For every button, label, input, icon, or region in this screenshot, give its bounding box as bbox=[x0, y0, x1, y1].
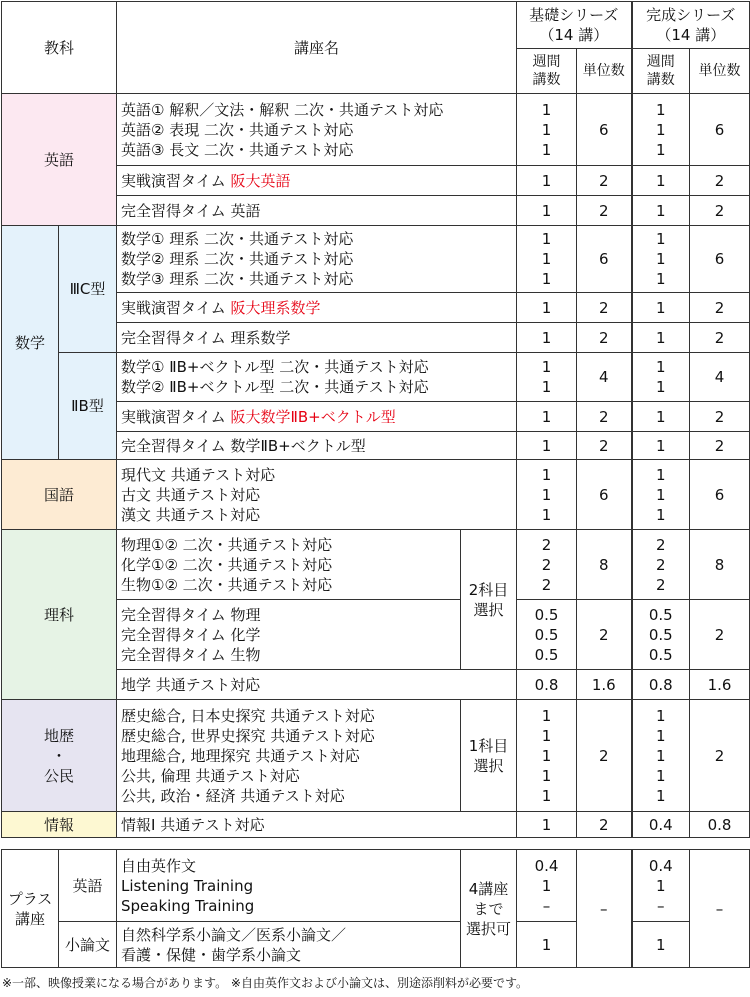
course-math-practice bbox=[117, 293, 517, 323]
course-science-main: 物理①② 二次・共通テスト対応 化学①② 二次・共通テスト対応 生物①② 二次・共通テスト対応 bbox=[117, 530, 461, 600]
complete-units: 2 bbox=[690, 323, 750, 353]
complete-weekly: 1 bbox=[632, 402, 690, 432]
complete-units: 6 bbox=[690, 226, 750, 293]
basic-units: – bbox=[577, 850, 632, 968]
highlight-text: 阪大数学ⅡB+ベクトル型 bbox=[230, 407, 396, 426]
course-plus-essay: 自然科学系小論文／医系小論文／ 看護・保健・歯学系小論文 bbox=[117, 922, 461, 968]
basic-units: 2 bbox=[577, 196, 632, 226]
basic-weekly: 0.5 0.5 0.5 bbox=[517, 600, 577, 670]
course-table bbox=[1, 1, 750, 838]
math-type-2b: ⅡB型 bbox=[59, 353, 117, 460]
plus-essay: 小論文 bbox=[59, 922, 117, 968]
course-english-practice bbox=[117, 166, 517, 196]
basic-weekly: 1 bbox=[517, 812, 577, 838]
course-prefix: 実戦演習タイム bbox=[121, 171, 231, 190]
header-complete-weekly: 週間 講数 bbox=[632, 49, 690, 94]
basic-units: 2 bbox=[577, 700, 632, 812]
complete-weekly: 1 1 1 bbox=[632, 94, 690, 166]
header-course-name: 講座名 bbox=[117, 2, 517, 94]
basic-units: 4 bbox=[577, 353, 632, 402]
complete-weekly: 1 bbox=[632, 922, 690, 968]
course-prefix: 実戦演習タイム bbox=[121, 407, 231, 426]
basic-units: 2 bbox=[577, 600, 632, 670]
complete-weekly: 0.4 bbox=[632, 812, 690, 838]
highlight-text: 阪大英語 bbox=[230, 171, 291, 190]
social-select-note: 1科目 選択 bbox=[461, 700, 517, 812]
basic-weekly: 2 2 2 bbox=[517, 530, 577, 600]
basic-units: 6 bbox=[577, 460, 632, 530]
complete-units: 6 bbox=[690, 460, 750, 530]
complete-weekly: 1 1 1 bbox=[632, 460, 690, 530]
course-earth-science: 地学 共通テスト対応 bbox=[117, 670, 517, 700]
complete-units: 2 bbox=[690, 432, 750, 460]
course-math-mastery: 完全習得タイム 理系数学 bbox=[117, 323, 517, 353]
complete-units: 2 bbox=[690, 402, 750, 432]
complete-units: 1.6 bbox=[690, 670, 750, 700]
header-series-basic: 基礎シリーズ （14 講） bbox=[517, 2, 632, 49]
basic-units: 2 bbox=[577, 293, 632, 323]
complete-units: 0.8 bbox=[690, 812, 750, 838]
header-basic-units: 単位数 bbox=[577, 49, 632, 94]
complete-units: 2 bbox=[690, 196, 750, 226]
basic-units: 8 bbox=[577, 530, 632, 600]
header-complete-units: 単位数 bbox=[690, 49, 750, 94]
course-math2b-practice bbox=[117, 402, 517, 432]
course-math-3c: 数学① 理系 二次・共通テスト対応 数学② 理系 二次・共通テスト対応 数学③ 理系 二次・共通テスト対応 bbox=[117, 226, 517, 293]
basic-weekly: 1 bbox=[517, 293, 577, 323]
basic-weekly: 1 bbox=[517, 432, 577, 460]
basic-weekly: 1 1 1 bbox=[517, 94, 577, 166]
course-plus-english: 自由英作文 Listening Training Speaking Training bbox=[117, 850, 461, 922]
header-series-complete: 完成シリーズ （14 講） bbox=[632, 2, 750, 49]
basic-units: 1.6 bbox=[577, 670, 632, 700]
highlight-text: 阪大理系数学 bbox=[230, 298, 321, 317]
basic-units: 6 bbox=[577, 94, 632, 166]
complete-weekly: 0.4 1 – bbox=[632, 850, 690, 922]
complete-units: 2 bbox=[690, 166, 750, 196]
course-japanese: 現代文 共通テスト対応 古文 共通テスト対応 漢文 共通テスト対応 bbox=[117, 460, 517, 530]
complete-units: – bbox=[690, 850, 750, 968]
basic-weekly: 0.8 bbox=[517, 670, 577, 700]
basic-weekly: 1 1 1 bbox=[517, 226, 577, 293]
basic-weekly: 1 bbox=[517, 166, 577, 196]
complete-units: 6 bbox=[690, 94, 750, 166]
basic-units: 2 bbox=[577, 323, 632, 353]
complete-units: 2 bbox=[690, 700, 750, 812]
complete-weekly: 2 2 2 bbox=[632, 530, 690, 600]
basic-weekly: 0.4 1 – bbox=[517, 850, 577, 922]
course-science-mastery: 完全習得タイム 物理 完全習得タイム 化学 完全習得タイム 生物 bbox=[117, 600, 461, 670]
basic-weekly: 1 bbox=[517, 922, 577, 968]
subject-science: 理科 bbox=[2, 530, 117, 700]
plus-title: プラス 講座 bbox=[2, 850, 59, 968]
complete-units: 2 bbox=[690, 600, 750, 670]
course-english-mastery: 完全習得タイム 英語 bbox=[117, 196, 517, 226]
course-english-main: 英語① 解釈／文法・解釈 二次・共通テスト対応 英語② 表現 二次・共通テスト対応 英語③ 長文 二次・共通テスト対応 bbox=[117, 94, 517, 166]
subject-social: 地歴 ・ 公民 bbox=[2, 700, 117, 812]
course-prefix: 実戦演習タイム bbox=[121, 298, 231, 317]
complete-weekly: 1 1 1 bbox=[632, 226, 690, 293]
subject-math: 数学 bbox=[2, 226, 59, 460]
footnote: ※一部、映像授業になる場合があります。 ※自由英作文および小論文は、別途添削料が必要です。 bbox=[2, 976, 529, 990]
basic-units: 2 bbox=[577, 166, 632, 196]
basic-weekly: 1 bbox=[517, 196, 577, 226]
complete-weekly: 1 1 1 1 1 bbox=[632, 700, 690, 812]
basic-weekly: 1 1 bbox=[517, 353, 577, 402]
course-math2b-mastery: 完全習得タイム 数学ⅡB+ベクトル型 bbox=[117, 432, 517, 460]
course-social: 歴史総合, 日本史探究 共通テスト対応 歴史総合, 世界史探究 共通テスト対応 地理総合, 地理探究 共通テスト対応 公共, 倫理 共通テスト対応 公共, 政治・経済 共通テスト対応 bbox=[117, 700, 461, 812]
complete-units: 8 bbox=[690, 530, 750, 600]
science-select-note: 2科目 選択 bbox=[461, 530, 517, 670]
basic-weekly: 1 1 1 1 1 bbox=[517, 700, 577, 812]
math-type-3c: ⅢC型 bbox=[59, 226, 117, 353]
basic-units: 6 bbox=[577, 226, 632, 293]
complete-weekly: 1 bbox=[632, 293, 690, 323]
complete-weekly: 1 bbox=[632, 323, 690, 353]
header-subject: 教科 bbox=[2, 2, 117, 94]
complete-weekly: 1 bbox=[632, 196, 690, 226]
subject-info: 情報 bbox=[2, 812, 117, 838]
complete-units: 2 bbox=[690, 293, 750, 323]
course-math-2b: 数学① ⅡB+ベクトル型 二次・共通テスト対応 数学② ⅡB+ベクトル型 二次・共通テスト対応 bbox=[117, 353, 517, 402]
basic-weekly: 1 1 1 bbox=[517, 460, 577, 530]
complete-units: 4 bbox=[690, 353, 750, 402]
header-basic-weekly: 週間 講数 bbox=[517, 49, 577, 94]
complete-weekly: 1 bbox=[632, 166, 690, 196]
basic-units: 2 bbox=[577, 812, 632, 838]
subject-english: 英語 bbox=[2, 94, 117, 226]
complete-weekly: 0.5 0.5 0.5 bbox=[632, 600, 690, 670]
basic-weekly: 1 bbox=[517, 402, 577, 432]
basic-units: 2 bbox=[577, 432, 632, 460]
complete-weekly: 1 1 bbox=[632, 353, 690, 402]
subject-japanese: 国語 bbox=[2, 460, 117, 530]
plus-select-note: 4講座 まで 選択可 bbox=[461, 850, 517, 968]
basic-units: 2 bbox=[577, 402, 632, 432]
plus-course-table bbox=[1, 849, 750, 968]
course-info: 情報Ⅰ 共通テスト対応 bbox=[117, 812, 517, 838]
basic-weekly: 1 bbox=[517, 323, 577, 353]
plus-english: 英語 bbox=[59, 850, 117, 922]
complete-weekly: 1 bbox=[632, 432, 690, 460]
complete-weekly: 0.8 bbox=[632, 670, 690, 700]
